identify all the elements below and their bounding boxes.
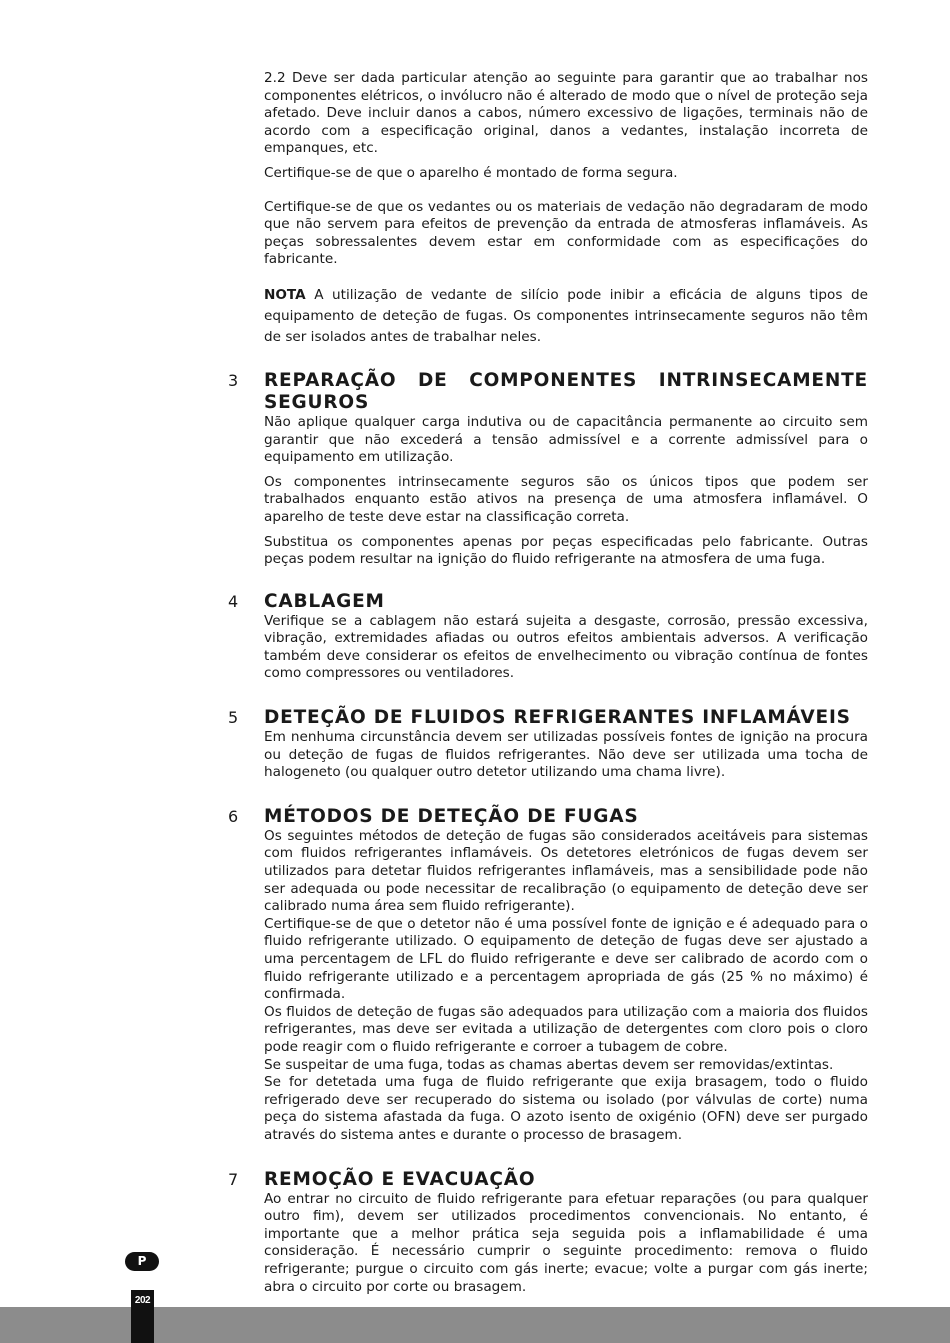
section-title: DETEÇÃO DE FLUIDOS REFRIGERANTES INFLAMÁVEIS [264,707,851,729]
section-5 [228,707,868,782]
section-title: MÉTODOS DE DETEÇÃO DE FUGAS [264,805,639,827]
intro-paragraph: Certifique-se de que o aparelho é montado de forma segura. [264,164,678,181]
section-title: REMOÇÃO E EVACUAÇÃO [264,1168,536,1190]
section-heading [228,707,868,729]
section-paragraph: Se for detetada uma fuga de fluido refrigerante que exija brasagem, todo o fluido refrigerado deve ser recuperado do sistema ou isolado (por válvulas de corte) numa peça do sistema afastada da fuga. O azoto isento de oxigénio (OFN) deve ser purgado através do sistema antes e durante o processo de brasagem. [264,1074,868,1143]
section-paragraph: Os seguintes métodos de deteção de fugas são considerados aceitáveis para sistemas com fluidos refrigerantes inflamáveis. Os detetores eletrónicos de fugas devem ser utilizados para detetar fluidos refrigerantes inflamáveis, mas a sensibilidade pode não ser adequada ou pode necessitar de recalibração (o equipamento de deteção deve ser calibrado numa área sem fluido refrigerante). [264,827,868,915]
note-text: A utilização de vedante de silício pode inibir a eficácia de alguns tipos de equipamento de deteção de fugas. Os componentes intrinsecamente seguros não têm de ser isolados antes de trabalhar neles. [264,286,868,345]
note-paragraph [264,285,868,348]
section-heading [228,590,868,613]
section-title: CABLAGEM [264,590,385,612]
section-heading [228,805,868,828]
section-number: 7 [228,1169,239,1189]
note-label: NOTA [264,286,306,303]
section-heading [228,369,868,414]
intro-paragraph: Certifique-se de que os vedantes ou os materiais de vedação não degradaram de modo que não servem para efeitos de prevenção da entrada de atmosferas inflamáveis. As peças sobressalentes devem estar em conformidade com as especificações do fabricante. [264,198,868,268]
section-number: 4 [228,591,239,611]
section-3 [228,369,868,569]
section-paragraph: Em nenhuma circunstância devem ser utilizadas possíveis fontes de ignição na procura ou deteção de fugas de fluidos refrigerantes. Não deve ser utilizada uma tocha de halogeneto (ou qualquer outro detetor utilizando uma chama livre). [264,729,868,781]
section-paragraph: Não aplique qualquer carga indutiva ou de capacitância permanente ao circuito sem garantir que não excederá a tensão admissível e a corrente admissível para o equipamento em utilização. [264,413,868,466]
section-paragraph: Certifique-se de que o detetor não é uma possível fonte de ignição e é adequado para o fluido refrigerante utilizado. O equipamento de deteção de fugas deve ser ajustado a uma percentagem de LFL do fluido refrigerante e deve ser calibrado de acordo com o fluido refrigerante utilizado e a percentagem apropriada de gás (25 % no máximo) é confirmada. [264,915,868,1003]
section-7 [228,1168,868,1297]
section-number: 5 [228,708,239,728]
section-4 [228,590,868,683]
section-paragraph: Os componentes intrinsecamente seguros são os únicos tipos que podem ser trabalhados enquanto estão ativos na presença de uma atmosfera inflamável. O aparelho de teste deve estar na classificação correta. [264,473,868,525]
section-title: REPARAÇÃO DE COMPONENTES INTRINSECAMENTE SEGUROS [264,369,868,413]
page-number: 202 [134,1295,151,1306]
section-paragraph: Substitua os componentes apenas por peças especificadas pelo fabricante. Outras peças podem resultar na ignição do fluido refrigerante na atmosfera de uma fuga. [264,533,868,568]
section-paragraph: Verifique se a cablagem não estará sujeita a desgaste, corrosão, pressão excessiva, vibração, extremidades afiadas ou outros efeitos ambientais adversos. A verificação também deve considerar os efeitos de envelhecimento ou vibração contínua de fontes como compressores ou ventiladores. [264,612,868,682]
section-number: 3 [228,370,239,390]
section-paragraph: Se suspeitar de uma fuga, todas as chamas abertas devem ser removidas/extintas. [264,1056,834,1073]
document-body [228,70,868,1303]
section-paragraph: Ao entrar no circuito de fluido refrigerante para efetuar reparações (ou para qualquer outro fim), devem ser utilizados procedimentos convencionais. No entanto, é importante que a melhor prática seja seguida pois a inflamabilidade é uma consideração. É necessário cumprir o seguinte procedimento: remova o fluido refrigerante; purgue o circuito com gás inerte; evacue; volte a purgar com gás inerte; abra o circuito por corte ou brasagem. [264,1190,868,1295]
section-paragraph: Os fluidos de deteção de fugas são adequados para utilização com a maioria dos fluidos refrigerantes, mas deve ser evitada a utilização de detergentes com cloro pois o cloro pode reagir com o fluido refrigerante e corroer a tubagem de cobre. [264,1003,868,1055]
intro-paragraph: 2.2 Deve ser dada particular atenção ao seguinte para garantir que ao trabalhar nos componentes elétricos, o invólucro não é alterado de modo que o nível de proteção seja afetado. Deve incluir danos a cabos, número excessivo de ligações, terminais não de acordo com a especificação original, danos a vedantes, instalação incorreta de empanques, etc. [264,70,868,157]
language-badge: P [125,1252,159,1271]
section-6 [228,805,868,1145]
section-number: 6 [228,806,239,826]
section-heading [228,1168,868,1191]
